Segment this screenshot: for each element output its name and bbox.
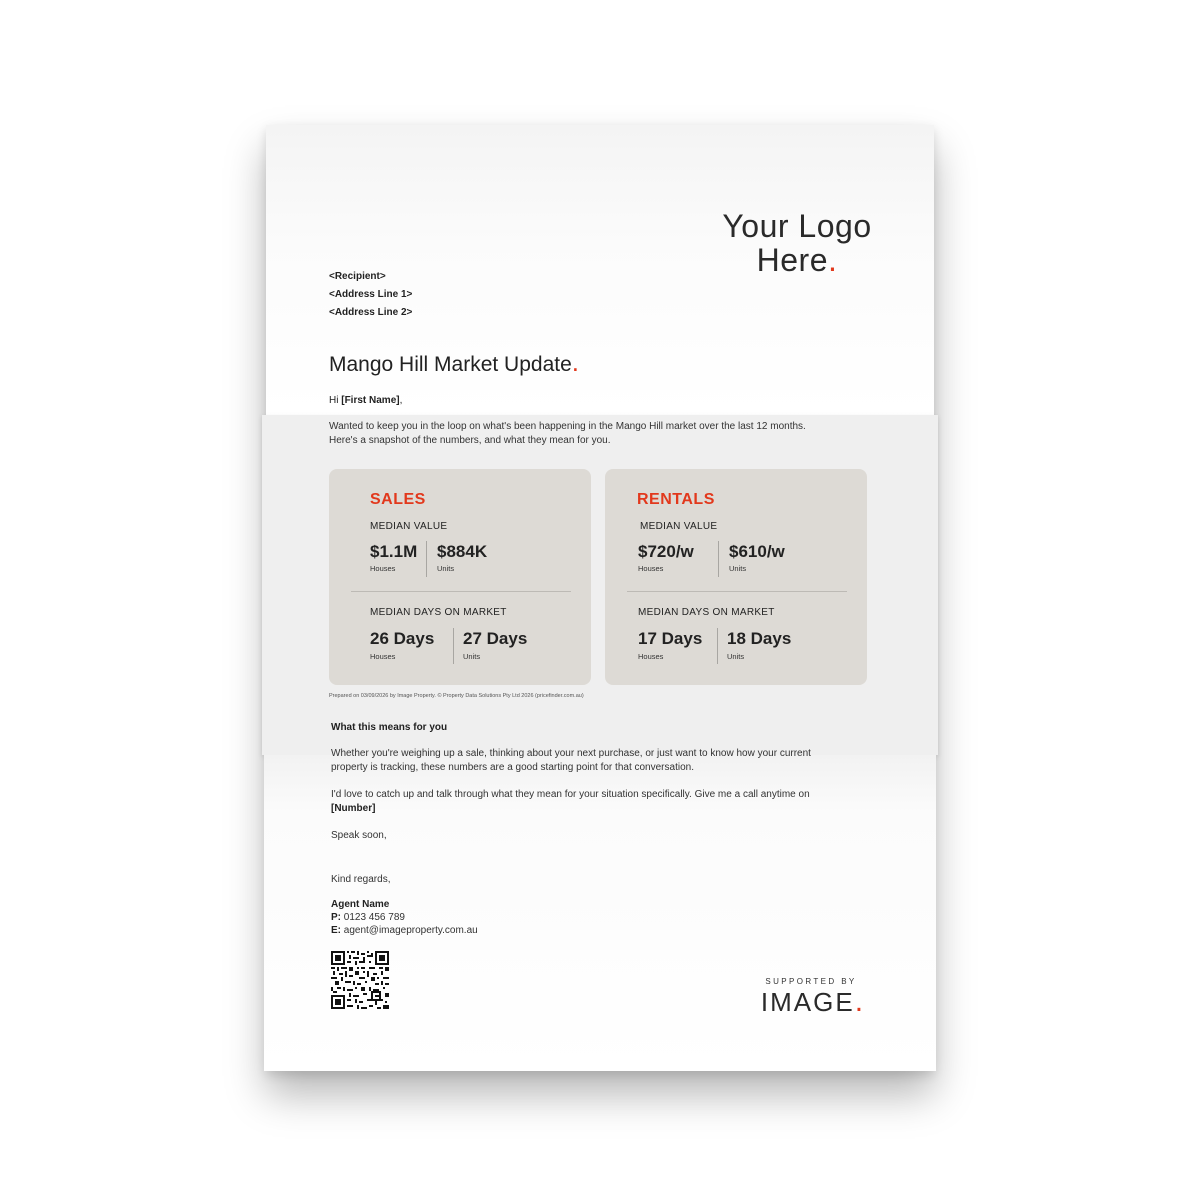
kind-regards: Kind regards, <box>331 874 391 885</box>
intro-paragraph: Wanted to keep you in the loop on what's been happening in the Mango Hill market over the last 12 months. Here's a snapshot of the numbers, and what they mean for you. <box>329 421 806 446</box>
rentals-houses-days: 17 Days <box>638 629 703 648</box>
rentals-median-value-label: MEDIAN VALUE <box>640 521 718 532</box>
rentals-units-label: Units <box>729 564 747 573</box>
agent-phone-label: P: <box>331 912 341 923</box>
rentals-days-separator <box>717 628 718 664</box>
greeting <box>329 395 402 406</box>
sales-card <box>329 469 591 685</box>
title-dot: . <box>571 347 580 377</box>
rentals-value-separator <box>718 541 719 577</box>
sales-units-label: Units <box>437 564 455 573</box>
meaning-paragraph-2 <box>331 788 846 816</box>
sales-houses-value: $1.1M <box>370 542 418 561</box>
agent-phone <box>331 911 405 925</box>
sales-houses-days: 26 Days <box>370 629 435 648</box>
logo-line-2-text: Here <box>756 242 828 278</box>
image-brand-dot: . <box>854 985 866 1018</box>
rentals-houses-value: $720/w <box>638 542 694 561</box>
greeting-comma: , <box>399 395 403 406</box>
rentals-title: RENTALS <box>637 491 715 508</box>
image-brand-name: IMAGE <box>760 987 855 1017</box>
sales-units-days-label: Units <box>463 652 481 661</box>
sales-units-value: $884K <box>437 542 488 561</box>
page-title-text: Mango Hill Market Update <box>329 353 572 376</box>
recipient-name: <Recipient> <box>329 271 386 282</box>
logo-line-1: Your Logo <box>722 208 872 244</box>
rentals-houses-days-label: Houses <box>638 652 664 661</box>
letter-paper <box>266 125 934 1071</box>
sales-value-separator <box>426 541 427 577</box>
agent-name: Agent Name <box>331 899 390 910</box>
speak-soon: Speak soon, <box>331 830 387 841</box>
data-source-footnote: Prepared on 03/09/2026 by Image Property. © Property Data Solutions Pty Ltd 2026 (pricefinder.com.au) <box>329 693 584 699</box>
meaning-heading: What this means for you <box>331 722 448 733</box>
greeting-first-name: [First Name] <box>341 395 400 406</box>
sales-houses-days-label: Houses <box>370 652 396 661</box>
logo-dot: . <box>827 242 838 278</box>
qr-code <box>331 951 389 1009</box>
image-brand-logo <box>756 985 870 1019</box>
sales-days-separator <box>453 628 454 664</box>
address-line-1: <Address Line 1> <box>329 289 413 300</box>
rentals-card <box>605 469 867 685</box>
agent-email-label: E: <box>331 925 341 936</box>
greeting-hi: Hi <box>329 395 339 406</box>
sales-units-days: 27 Days <box>463 629 528 648</box>
meaning-paragraph-1: Whether you're weighing up a sale, thinking about your next purchase, or just want to know how your current property is tracking, these numbers are a good starting point for that conversation. <box>331 748 811 773</box>
logo-line-2 <box>712 243 882 277</box>
address-line-2: <Address Line 2> <box>329 307 413 318</box>
qr-code-icon <box>331 951 389 1009</box>
meaning-paragraph-2-text: I'd love to catch up and talk through what they mean for your situation specifically. Give me a call anytime on <box>331 789 810 800</box>
rentals-units-days-label: Units <box>727 652 745 661</box>
agent-email <box>331 924 478 938</box>
sales-divider <box>351 591 571 592</box>
contact-number-placeholder: [Number] <box>331 803 376 814</box>
rentals-days-label: MEDIAN DAYS ON MARKET <box>638 607 775 618</box>
sales-median-value-label: MEDIAN VALUE <box>370 521 448 532</box>
rentals-units-days: 18 Days <box>727 629 792 648</box>
agent-phone-number: 0123 456 789 <box>343 912 405 923</box>
rentals-houses-label: Houses <box>638 564 664 573</box>
rentals-divider <box>627 591 847 592</box>
page-title <box>329 347 579 378</box>
sales-houses-label: Houses <box>370 564 396 573</box>
sales-days-label: MEDIAN DAYS ON MARKET <box>370 607 507 618</box>
rentals-units-value: $610/w <box>729 542 785 561</box>
sales-title: SALES <box>370 491 426 508</box>
logo-placeholder <box>712 209 882 277</box>
supported-by-label: SUPPORTED BY <box>765 977 857 986</box>
agent-email-address: agent@imageproperty.com.au <box>343 925 478 936</box>
